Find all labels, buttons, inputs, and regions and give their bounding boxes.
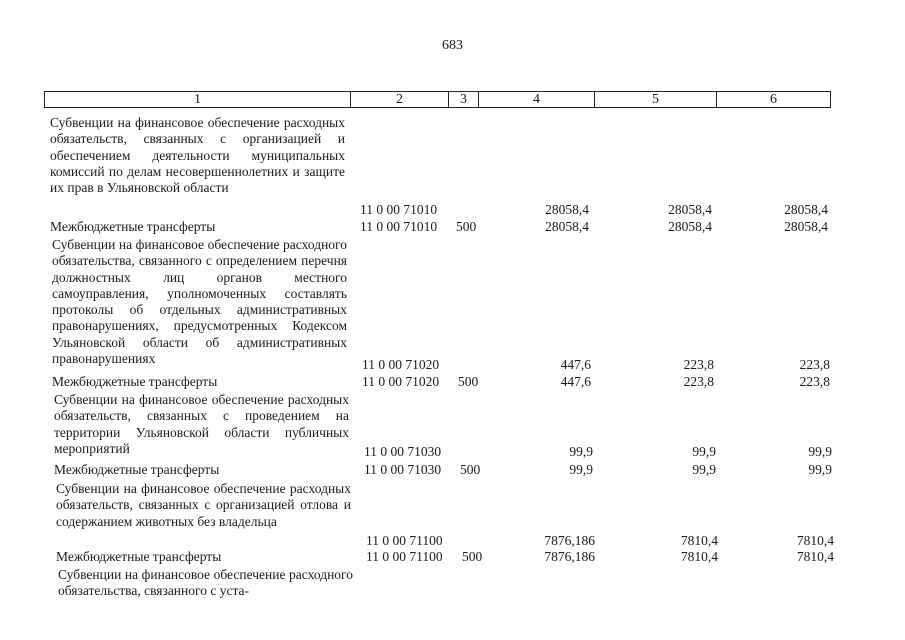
- column-header-5: 5: [595, 92, 717, 107]
- table-row: [50, 219, 840, 235]
- row-value-col5: 223,8: [683, 373, 714, 389]
- page-number: 683: [442, 38, 463, 53]
- row-code: 11 0 00 71100: [366, 532, 443, 548]
- column-header-1: 1: [45, 92, 351, 107]
- row-code: 11 0 00 71020: [362, 373, 440, 389]
- row-value-col5: 28058,4: [668, 201, 712, 217]
- table-row: [50, 115, 840, 218]
- row-code: 11 0 00 71020: [362, 356, 440, 372]
- row-value-col6: 223,8: [799, 373, 830, 389]
- table-row: [54, 392, 844, 460]
- row-description: Межбюджетные трансферты: [50, 219, 216, 234]
- column-header-6: 6: [770, 92, 777, 107]
- row-value-col4: 447,6: [560, 356, 591, 372]
- table-row: [52, 374, 842, 390]
- row-value-col5: 7810,4: [680, 548, 718, 564]
- row-description: Субвенции на финансовое обеспечение расходных обязательств, связанных с проведением на территории Ульяновской области публичных мероприятий: [54, 392, 349, 456]
- table-column-header: [44, 91, 831, 108]
- row-value-col4: 7876,186: [544, 532, 595, 548]
- row-value-col4: 28058,4: [545, 201, 589, 217]
- row-code: 11 0 00 71010: [360, 201, 438, 217]
- row-description: Межбюджетные трансферты: [54, 462, 220, 477]
- table-row: [56, 549, 846, 565]
- table-row: [56, 481, 846, 549]
- column-header-3: 3: [449, 92, 479, 107]
- row-description: Субвенции на финансовое обеспечение расходных обязательств, связанных с организацией и обеспечением деятельности муниципальных комиссий по делам несовершеннолетних и защите их прав в Ульяновской области: [50, 115, 345, 196]
- row-code: 11 0 00 71030: [364, 443, 442, 459]
- row-value-col4: 99,9: [569, 461, 593, 477]
- row-code: 11 0 00 71030: [364, 461, 442, 477]
- row-description: Субвенции на финансовое обеспечение расходных обязательств, связанных с организацией отлова и содержанием животных без владельца: [56, 481, 351, 529]
- row-code: 11 0 00 71100: [366, 548, 443, 564]
- row-value-col6: 7810,4: [796, 548, 834, 564]
- row-value-col4: 99,9: [569, 443, 593, 459]
- row-value-col6: 28058,4: [784, 218, 828, 234]
- row-value-col4: 7876,186: [544, 548, 595, 564]
- row-value-col6: 99,9: [808, 443, 832, 459]
- row-description: Субвенции на финансовое обеспечение расходного обязательства, связанного с уста-: [58, 567, 353, 599]
- row-description: Субвенции на финансовое обеспечение расходного обязательства, связанного с определением перечня должностных лиц органов местного самоуправления, уполномоченных составлять протоколы об отдельных административных правонарушениях, предусмотренных Кодексом Ульяновской области об административных правонарушениях: [52, 237, 347, 367]
- row-value-col5: 223,8: [683, 356, 714, 372]
- row-value-col4: 28058,4: [545, 218, 589, 234]
- table-row: [58, 567, 848, 601]
- column-header-4: 4: [479, 92, 595, 107]
- column-header-2: 2: [351, 92, 449, 107]
- row-expense-type: 500: [458, 373, 479, 389]
- row-value-col5: 28058,4: [668, 218, 712, 234]
- row-description: Межбюджетные трансферты: [52, 374, 218, 389]
- row-expense-type: 500: [456, 218, 477, 234]
- table-row: [54, 462, 844, 478]
- row-value-col6: 28058,4: [784, 201, 828, 217]
- row-description: Межбюджетные трансферты: [56, 549, 222, 564]
- row-expense-type: 500: [460, 461, 481, 477]
- row-value-col5: 99,9: [692, 461, 716, 477]
- row-code: 11 0 00 71010: [360, 218, 438, 234]
- row-expense-type: 500: [462, 548, 483, 564]
- table-row: [52, 237, 842, 373]
- row-value-col6: 7810,4: [796, 532, 834, 548]
- row-value-col5: 7810,4: [680, 532, 718, 548]
- row-value-col4: 447,6: [560, 373, 591, 389]
- row-value-col6: 223,8: [799, 356, 830, 372]
- row-value-col5: 99,9: [692, 443, 716, 459]
- row-value-col6: 99,9: [808, 461, 832, 477]
